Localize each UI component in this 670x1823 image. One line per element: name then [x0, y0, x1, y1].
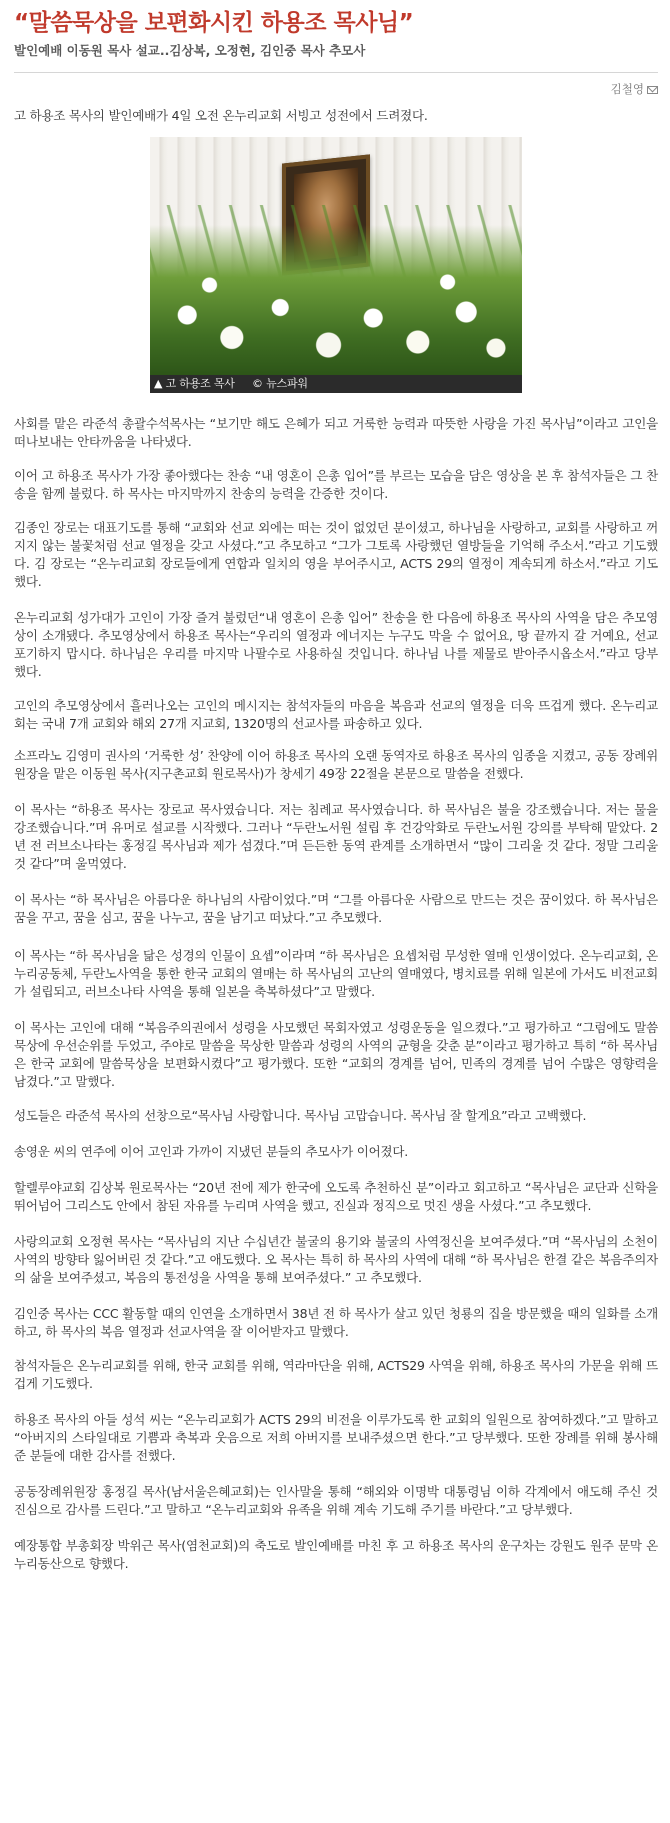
photo-credit: © 뉴스파워: [252, 377, 308, 390]
body-paragraph: 이 목사는 고인에 대해 “복음주의권에서 성령을 사모했던 목회자였고 성령운동을 일으켰다.”고 평가하고 “그럼에도 말씀 묵상에 우선순위를 두었고, 주야로 말씀을 묵상한 말씀과 성령의 사역의 균형을 갖춘 분”이라고 평가하고 특히 “하 목사님은 한국 교회에 말씀묵상을 보편화시켰다”고 평가했다. 또한 “교회의 경계를 넘어, 민족의 경계를 넘어 수많은 영향력을 남겼다.”고 말했다.: [14, 1020, 658, 1089]
article-body: [14, 107, 658, 1573]
article-photo-figure: [150, 137, 522, 393]
header-divider: [14, 72, 658, 73]
article-photo: [150, 137, 522, 375]
body-paragraph: 사랑의교회 오정현 목사는 “목사님의 지난 수십년간 불굴의 용기와 불굴의 사역정신을 보여주셨다.”며 “목사님의 소천이 사역의 방향타 잃어버린 것 같다.”고 애도했다. 오 목사는 특히 하 목사의 사역에 대해 “하 목사님은 한결 같은 복음주의자의 삶을 보여주셨고, 복음의 통전성을 사역을 통해 보여주셨다.” 고 추모했다.: [14, 1234, 658, 1285]
body-paragraph: 사회를 맡은 라준석 총괄수석목사는 “보기만 해도 은혜가 되고 거룩한 능력과 따뜻한 사랑을 가진 목사님”이라고 고인을 떠나보내는 안타까움을 나타냈다.: [14, 416, 658, 449]
body-paragraph: 성도들은 라준석 목사의 선창으로“목사님 사랑합니다. 목사님 고맙습니다. 목사님 잘 할게요”라고 고백했다.: [14, 1108, 587, 1123]
mail-icon[interactable]: [647, 86, 658, 94]
body-paragraph: 이 목사는 “하 목사님은 아름다운 하나님의 사람이었다.”며 “그를 아름다운 사람으로 만드는 것은 꿈이었다. 하 목사님은 꿈을 꾸고, 꿈을 심고, 꿈을 나누고, 꿈을 남기고 떠났다.”고 추모했다.: [14, 892, 658, 925]
body-paragraphs: [14, 415, 658, 1573]
body-paragraph: 송영운 씨의 연주에 이어 고인과 가까이 지냈던 분들의 추모사가 이어졌다.: [14, 1144, 408, 1159]
byline[interactable]: [14, 81, 658, 97]
funeral-flowers: [150, 225, 522, 375]
body-paragraph: 김종인 장로는 대표기도를 통해 “교회와 선교 외에는 떠는 것이 없었던 분이셨고, 하나님을 사랑하고, 교회를 사랑하고 꺼지지 않는 불꽃처럼 선교 열정을 갖고 사셨다.”고 추모하고 “그가 그토록 사랑했던 열방들을 기억해 주소서.”라고 기도했다. 김 장로는 “온누리교회 장로들에게 연합과 일치의 영을 부어주시고, ACTS 29의 열정이 계속되게 하소서.”라고 기도했다.: [14, 520, 658, 589]
body-paragraph: 하용조 목사의 아들 성석 씨는 “온누리교회가 ACTS 29의 비전을 이루가도록 한 교회의 일원으로 참여하겠다.”고 말하고 “아버지의 스타일대로 기쁨과 축복과 웃음으로 저희 아버지를 보내주셨으면 한다.”고 당부했다. 또한 장례를 위해 봉사해 준 분들에 대한 감사를 전했다.: [14, 1412, 658, 1463]
author-name[interactable]: 김철영: [610, 82, 644, 96]
body-paragraph: 참석자들은 온누리교회를 위해, 한국 교회를 위해, 역라마단을 위해, ACTS29 사역을 위해, 하용조 목사의 가문을 위해 뜨겁게 기도했다.: [14, 1358, 658, 1391]
body-paragraph: 고인의 추모영상에서 흘러나오는 고인의 메시지는 참석자들의 마음을 복음과 선교의 열정을 더욱 뜨겁게 했다. 온누리교회는 국내 7개 교회와 해외 27개 지교회, 1320명의 선교사를 파송하고 있다.: [14, 698, 658, 731]
body-paragraph: 공동장례위원장 홍정길 목사(남서울은혜교회)는 인사말을 통해 “해외와 이명박 대통령님 이하 각계에서 애도해 주신 것 진심으로 감사를 드린다.”고 말하고 “온누리교회와 유족을 위해 계속 기도해 주기를 바란다.”고 당부했다.: [14, 1484, 658, 1517]
body-paragraph: 할렐루야교회 김상복 원로목사는 “20년 전에 제가 한국에 오도록 추천하신 분”이라고 회고하고 “목사님은 교단과 신학을 뛰어넘어 그리스도 안에서 참된 자유를 누리며 사역을 했고, 진실과 정직으로 멋진 생을 사셨다.”고 추모했다.: [14, 1180, 658, 1213]
body-paragraph: 소프라노 김영미 권사의 ‘거룩한 성’ 찬양에 이어 하용조 목사의 오랜 동역자로 하용조 목사의 임종을 지켰고, 공동 장례위원장을 맡은 이동원 목사(지구촌교회 원로목사)가 창세기 49장 22절을 본문으로 말씀을 전했다.: [14, 748, 658, 781]
body-paragraph: 김인중 목사는 CCC 활동할 때의 인연을 소개하면서 38년 전 하 목사가 살고 있던 청룡의 집을 방문했을 때의 일화를 소개하고, 하 목사의 복음 열정과 선교사역을 잘 이어받자고 말했다.: [14, 1306, 658, 1339]
body-paragraph: 이 목사는 “하용조 목사는 장로교 목사였습니다. 저는 침례교 목사였습니다. 하 목사님은 불을 강조했습니다. 저는 물을 강조했습니다.”며 유머로 설교를 시작했다. 그러나 “두란노서원 설립 후 건강악화로 두란노서원 강의를 부탁해 맡았다. 2년 전 러브소나타는 홍정길 목사님과 제가 섬겼다.”며 든든한 동역 관계를 소개하면서 “많이 그리울 것 같다. 정말 그리울 것 같다”며 울먹였다.: [14, 802, 658, 871]
article-subheadline: 발인예배 이동원 목사 설교..김상복, 오정현, 김인중 목사 추모사: [14, 43, 366, 58]
lead-paragraph: 고 하용조 목사의 발인예배가 4일 오전 온누리교회 서빙고 성전에서 드려졌다.: [14, 108, 428, 123]
article-headline: “말씀묵상을 보편화시킨 하용조 목사님”: [14, 10, 414, 36]
body-paragraph: 예장통합 부총회장 박위근 목사(염천교회)의 축도로 발인예배를 마친 후 고 하용조 목사의 운구차는 강원도 원주 문막 온누리동산으로 향했다.: [14, 1538, 658, 1571]
body-paragraph: 이어 고 하용조 목사가 가장 좋아했다는 찬송 “내 영혼이 은총 입어”를 부르는 모습을 담은 영상을 본 후 참석자들은 그 찬송을 함께 불렀다. 하 목사는 마지막까지 찬송의 능력을 간증한 것이다.: [14, 468, 658, 501]
photo-caption: [150, 375, 522, 393]
caption-marker-icon: ▲: [154, 377, 163, 390]
caption-text: 고 하용조 목사: [165, 377, 235, 390]
body-paragraph: 이 목사는 “하 목사님을 닮은 성경의 인물이 요셉”이라며 “하 목사님은 요셉처럼 무성한 열매 인생이었다. 온누리교회, 온누리공동체, 두란노사역을 통한 한국 교회의 열매는 하 목사님의 고난의 열매였다, 병치료를 위해 일본에 가서도 비전교회가 설립되고, 러브소나타 사역을 통해 일본을 축복하셨다”고 말했다.: [14, 948, 658, 999]
body-paragraph: 온누리교회 성가대가 고인이 가장 즐겨 불렀던“내 영혼이 은총 입어” 찬송을 한 다음에 하용조 목사의 사역을 담은 추모영상이 소개됐다. 추모영상에서 하용조 목사는“우리의 열정과 에너지는 누구도 막을 수 없어요, 땅 끝까지 갈 거예요, 선교 포기하지 맙시다. 하나님은 우리를 마지막 나팔수로 사용하실 것입니다. 하나님 나를 제물로 받아주시옵소서.”라고 당부했다.: [14, 610, 658, 679]
